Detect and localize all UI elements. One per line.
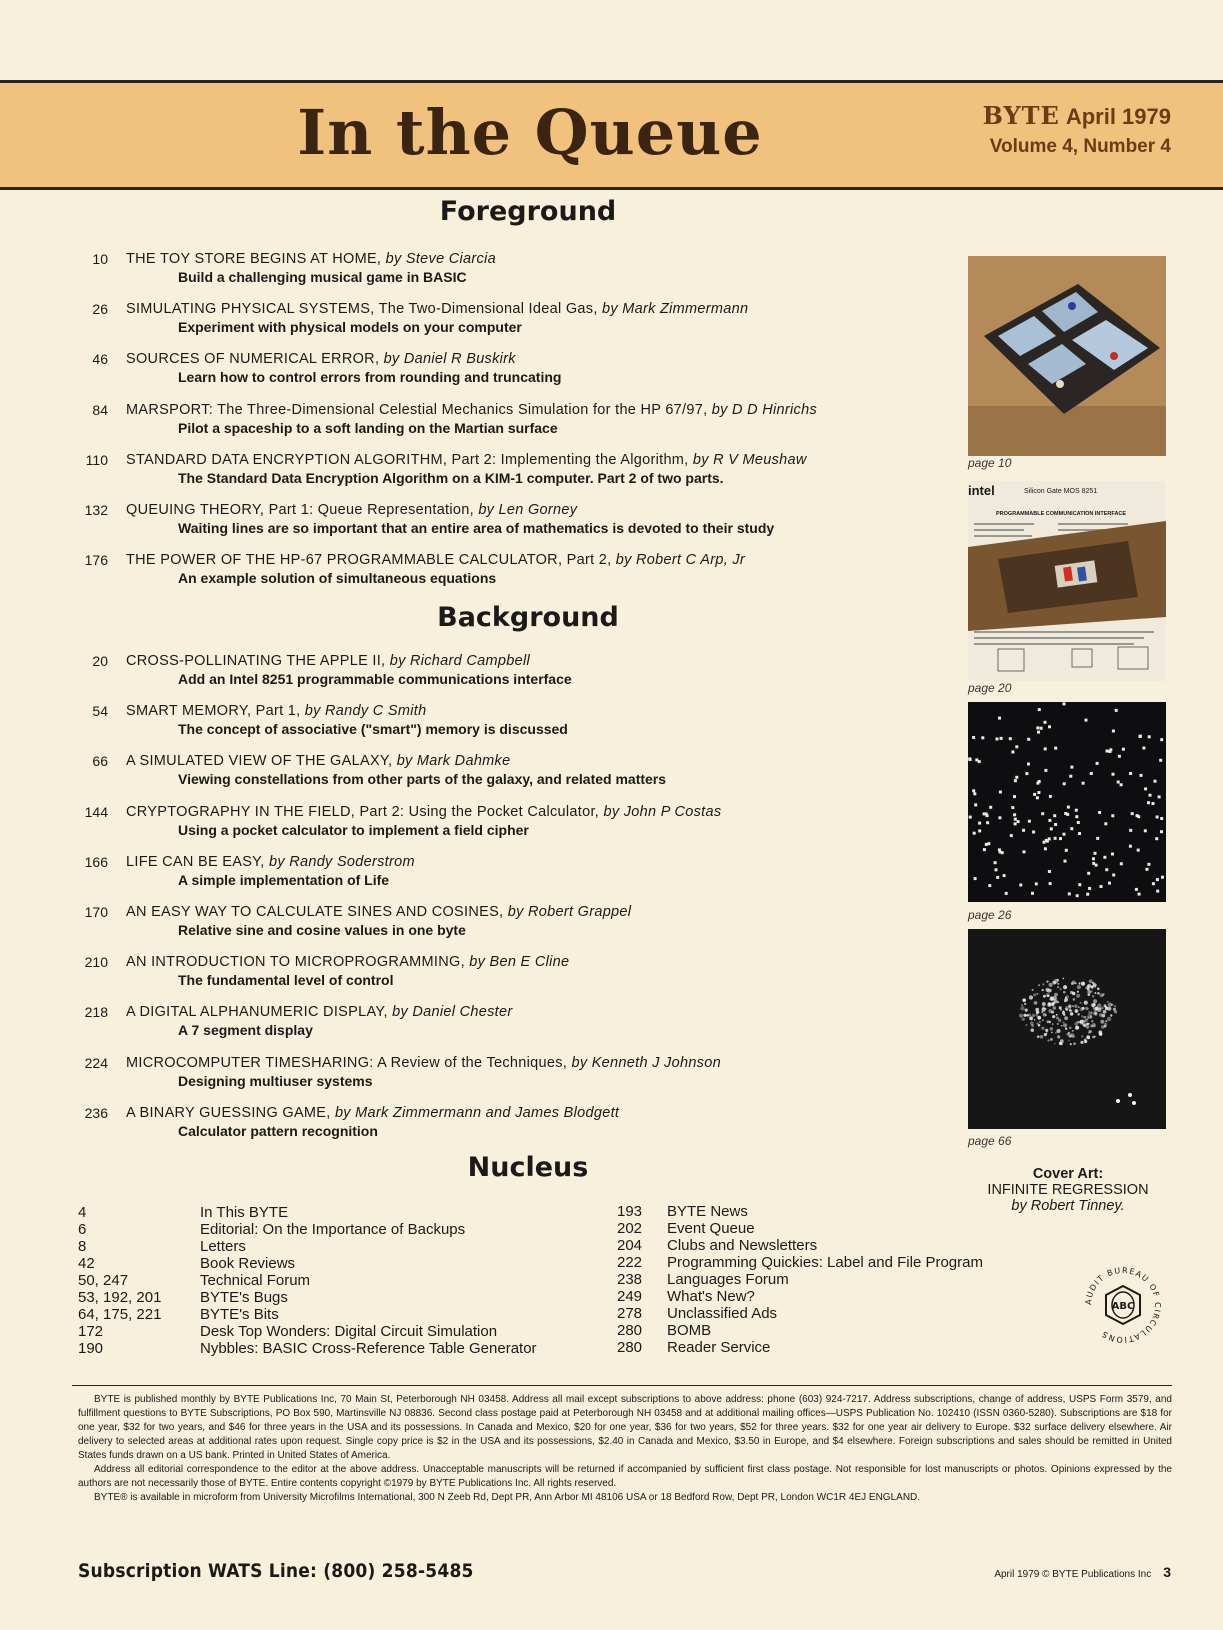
nucleus-item bbox=[78, 1306, 598, 1323]
notice-para-2: Address all editorial correspondence to the editor at the above address. Unacceptable manuscripts will be returned if accompanied by sufficient first class postage. Not responsible for lost manuscripts or photos. Opinions expressed by the authors are not necessarily those of BYTE. Entire contents copyright ©1979 by BYTE Publications Inc. All rights reserved. bbox=[78, 1464, 1172, 1489]
photo-page-20 bbox=[968, 481, 1166, 695]
entry-title-line bbox=[126, 804, 721, 820]
wats-line: Subscription WATS Line: (800) 258-5485 bbox=[78, 1560, 474, 1582]
nucleus-page: 249 bbox=[617, 1288, 643, 1305]
entry-description: Experiment with physical models on your computer bbox=[178, 319, 522, 336]
nucleus-title: Programming Quickies: Label and File Program bbox=[667, 1254, 983, 1271]
nucleus-item bbox=[78, 1340, 598, 1357]
nucleus-title: Nybbles: BASIC Cross-Reference Table Generator bbox=[200, 1340, 537, 1357]
nucleus-item bbox=[617, 1305, 1037, 1322]
entry-title: AN INTRODUCTION TO MICROPROGRAMMING, bbox=[126, 954, 465, 971]
photo-page-26 bbox=[968, 702, 1166, 922]
entry-author: by Steve Ciarcia bbox=[385, 251, 496, 267]
entry-page: 26 bbox=[92, 301, 108, 318]
entry-title: STANDARD DATA ENCRYPTION ALGORITHM, Part 2: Implementing the Algorithm, bbox=[126, 451, 689, 468]
nucleus-item bbox=[617, 1254, 1037, 1271]
nucleus-title: Editorial: On the Importance of Backups bbox=[200, 1221, 466, 1238]
entry-title: A DIGITAL ALPHANUMERIC DISPLAY, bbox=[126, 1004, 388, 1021]
entry-author: by Randy Soderstrom bbox=[268, 853, 415, 870]
entry-title-line bbox=[126, 452, 807, 468]
nucleus-item bbox=[78, 1204, 598, 1221]
publication-notice bbox=[78, 1393, 1172, 1505]
nucleus-page: 278 bbox=[617, 1305, 643, 1322]
nucleus-page: 280 bbox=[617, 1339, 643, 1356]
entry-title: CRYPTOGRAPHY IN THE FIELD, Part 2: Using the Pocket Calculator, bbox=[126, 803, 600, 820]
nucleus-title: BYTE's Bits bbox=[200, 1306, 279, 1323]
nucleus-title: Reader Service bbox=[667, 1339, 771, 1356]
issue-volume: Volume 4, Number 4 bbox=[989, 136, 1171, 157]
entry-title: CROSS-POLLINATING THE APPLE II, bbox=[126, 653, 386, 669]
entry-title: MICROCOMPUTER TIMESHARING: A Review of the Techniques, bbox=[126, 1054, 568, 1071]
entry-page: 170 bbox=[84, 904, 108, 920]
entry-description: An example solution of simultaneous equations bbox=[178, 570, 497, 587]
galaxy-photo bbox=[968, 929, 1166, 1129]
nucleus-page: 238 bbox=[617, 1271, 643, 1288]
entry-title: SIMULATING PHYSICAL SYSTEMS, The Two-Dimensional Ideal Gas, bbox=[126, 301, 598, 318]
issue-date: April 1979 bbox=[1065, 104, 1171, 129]
nucleus-page: 6 bbox=[78, 1221, 87, 1238]
intel-header: Silicon Gate MOS 8251 bbox=[1024, 488, 1098, 495]
entry-author: by Randy C Smith bbox=[304, 703, 427, 720]
entry-page: 10 bbox=[92, 251, 108, 267]
seal-center: ABC bbox=[1111, 1301, 1135, 1312]
nucleus-page: 204 bbox=[617, 1237, 643, 1254]
entry-author: by D D Hinrichs bbox=[711, 401, 817, 418]
entry-author: by Mark Dahmke bbox=[396, 753, 511, 770]
notice-para-3: BYTE® is available in microform from University Microfilms International, 300 N Zeeb Rd, Dept PR, Ann Arbor MI 48106 USA or 18 Bedford Row, Dept PR, London WC1R 4EJ ENGLAND. bbox=[94, 1492, 921, 1503]
cover-art-heading: Cover Art: bbox=[1032, 1166, 1104, 1182]
page-footer bbox=[994, 1564, 1171, 1580]
entry-title-line bbox=[126, 301, 748, 317]
photo-caption: page 66 bbox=[968, 1134, 1012, 1148]
nucleus-page: 222 bbox=[617, 1254, 643, 1271]
issue-info bbox=[983, 101, 1171, 158]
intel-datasheet-photo bbox=[968, 481, 1166, 681]
nucleus-page: 8 bbox=[78, 1238, 87, 1255]
footer-divider bbox=[72, 1385, 1172, 1386]
nucleus-item bbox=[617, 1203, 1037, 1220]
nucleus-item bbox=[617, 1288, 1037, 1305]
game-board-photo bbox=[968, 256, 1166, 456]
entry-description: The Standard Data Encryption Algorithm on a KIM-1 computer. Part 2 of two parts. bbox=[178, 469, 724, 486]
gas-simulation-photo bbox=[968, 702, 1166, 902]
entry-page: 210 bbox=[84, 954, 108, 971]
photo-page-66 bbox=[968, 929, 1166, 1148]
cover-art-artist: by Robert Tinney. bbox=[1011, 1198, 1125, 1214]
nucleus-title: In This BYTE bbox=[200, 1204, 289, 1221]
entry-title: THE POWER OF THE HP-67 PROGRAMMABLE CALCULATOR, Part 2, bbox=[126, 552, 612, 569]
nucleus-title: Technical Forum bbox=[200, 1272, 311, 1289]
entry-author: by Robert C Arp, Jr bbox=[615, 552, 746, 569]
entry-description: Learn how to control errors from rounding and truncating bbox=[178, 369, 562, 386]
entry-title: AN EASY WAY TO CALCULATE SINES AND COSINES, bbox=[126, 904, 504, 920]
entry-title-line bbox=[126, 1105, 619, 1121]
intel-logo: intel bbox=[968, 483, 995, 498]
entry-page: 218 bbox=[84, 1004, 108, 1021]
photo-page-10 bbox=[968, 256, 1166, 470]
entry-description: Build a challenging musical game in BASIC bbox=[178, 269, 467, 285]
entry-description: Add an Intel 8251 programmable communications interface bbox=[178, 671, 572, 687]
entry-title: SMART MEMORY, Part 1, bbox=[126, 703, 301, 720]
intel-subheader: PROGRAMMABLE COMMUNICATION INTERFACE bbox=[996, 511, 1127, 517]
entry-title-line bbox=[126, 251, 496, 267]
entry-title-line bbox=[126, 351, 516, 367]
nucleus-title: Languages Forum bbox=[667, 1271, 789, 1288]
nucleus-title: BYTE's Bugs bbox=[200, 1289, 288, 1306]
entry-author: by Richard Campbell bbox=[389, 653, 531, 669]
entry-description: Calculator pattern recognition bbox=[178, 1122, 378, 1139]
nucleus-list-left bbox=[78, 1204, 598, 1357]
nucleus-title: Clubs and Newsletters bbox=[667, 1237, 818, 1254]
entry-description: Waiting lines are so important that an entire area of mathematics is devoted to their study bbox=[178, 520, 775, 536]
nucleus-item bbox=[617, 1339, 1037, 1356]
entry-author: by Robert Grappel bbox=[507, 904, 632, 920]
nucleus-item bbox=[78, 1272, 598, 1289]
nucleus-item bbox=[78, 1221, 598, 1238]
nucleus-item bbox=[617, 1271, 1037, 1288]
abc-audit-seal bbox=[1080, 1262, 1166, 1348]
nucleus-page: 202 bbox=[617, 1220, 643, 1237]
nucleus-list-right bbox=[617, 1203, 1037, 1356]
entry-title-line bbox=[126, 703, 426, 719]
entry-page: 54 bbox=[92, 703, 108, 720]
entry-page: 236 bbox=[84, 1104, 108, 1121]
entry-page: 20 bbox=[92, 653, 108, 669]
nucleus-title: Unclassified Ads bbox=[667, 1305, 778, 1322]
entry-title: A BINARY GUESSING GAME, bbox=[126, 1104, 331, 1121]
nucleus-page: 193 bbox=[617, 1203, 643, 1220]
entry-page: 46 bbox=[92, 351, 108, 368]
entry-title-line bbox=[126, 904, 631, 920]
entry-description: Designing multiuser systems bbox=[178, 1072, 373, 1089]
nucleus-title: Event Queue bbox=[667, 1220, 755, 1237]
entry-title: A SIMULATED VIEW OF THE GALAXY, bbox=[126, 753, 393, 770]
byte-logo: BYTE bbox=[982, 101, 1060, 130]
entry-author: by Daniel Chester bbox=[392, 1004, 513, 1021]
nucleus-page: 64, 175, 221 bbox=[78, 1306, 162, 1323]
nucleus-page: 53, 192, 201 bbox=[78, 1289, 162, 1306]
entry-title-line bbox=[126, 502, 577, 518]
nucleus-page: 280 bbox=[617, 1322, 643, 1339]
page-number: 3 bbox=[1163, 1564, 1171, 1580]
nucleus-item bbox=[78, 1255, 598, 1272]
notice-para-1: BYTE is published monthly by BYTE Publications Inc, 70 Main St, Peterborough NH 03458. Address all mail except subscriptions to above address: phone (603) 924-7217. Address subscriptions, change of address, USPS Form 3579, and fulfillment questions to BYTE Subscriptions, PO Box 590, Martinsville NJ 08836. Second class postage paid at Peterborough NH 03458 and at additional mailing offices—USPS Publication No. 102410 (ISSN 0360-5280). Subscriptions are $18 for one year, $32 for two years, and $46 for three years in the USA and its possessions. In Canada and Mexico, $20 for one year, $36 for two years, $52 for three years. $32 for one year air delivery to Europe. $32 surface delivery elsewhere. Air delivery to selected areas at additional rates upon request. Single copy price is $2 in the USA and its possessions, $2.40 in Canada and Mexico, $3.50 in Europe, and $4 elsewhere. Foreign subscriptions and sales should be remitted in United States funds drawn on a US bank. Printed in United States of America. bbox=[78, 1394, 1172, 1461]
entry-title: LIFE CAN BE EASY, bbox=[126, 853, 265, 870]
entry-page: 176 bbox=[84, 552, 108, 569]
nucleus-title: Letters bbox=[200, 1238, 246, 1255]
entry-title: MARSPORT: The Three-Dimensional Celestial Mechanics Simulation for the HP 67/97, bbox=[126, 401, 708, 418]
nucleus-page: 172 bbox=[78, 1323, 104, 1340]
nucleus-title: BOMB bbox=[667, 1322, 712, 1339]
nucleus-item bbox=[617, 1237, 1037, 1254]
nucleus-page: 4 bbox=[78, 1204, 87, 1221]
entry-author: by Len Gorney bbox=[478, 502, 578, 518]
nucleus-title: Book Reviews bbox=[200, 1255, 296, 1272]
entry-page: 66 bbox=[92, 753, 108, 770]
entry-title-line bbox=[126, 1004, 513, 1020]
nucleus-item bbox=[78, 1323, 598, 1340]
cover-art-title: INFINITE REGRESSION bbox=[987, 1182, 1149, 1198]
photo-caption: page 20 bbox=[968, 681, 1012, 695]
entry-author: by Mark Zimmermann bbox=[602, 301, 749, 318]
nucleus-page: 190 bbox=[78, 1340, 104, 1357]
entry-title-line bbox=[126, 402, 817, 418]
entry-title-line bbox=[126, 954, 569, 970]
nucleus-item bbox=[617, 1322, 1037, 1339]
entry-page: 224 bbox=[84, 1054, 108, 1071]
entry-title: THE TOY STORE BEGINS AT HOME, bbox=[126, 251, 382, 267]
entry-author: by John P Costas bbox=[603, 803, 722, 820]
entry-page: 166 bbox=[84, 853, 108, 870]
entry-description: The fundamental level of control bbox=[178, 972, 394, 989]
entry-author: by Kenneth J Johnson bbox=[571, 1054, 721, 1071]
entry-author: by Ben E Cline bbox=[469, 954, 570, 971]
entry-description: A simple implementation of Life bbox=[178, 871, 390, 888]
entry-page: 132 bbox=[84, 502, 108, 518]
photo-caption: page 26 bbox=[968, 908, 1012, 922]
page-credit: April 1979 © BYTE Publications Inc bbox=[994, 1569, 1152, 1580]
section-nucleus: Nucleus bbox=[467, 1152, 589, 1183]
nucleus-page: 50, 247 bbox=[78, 1272, 129, 1289]
seal-ring-text: AUDIT BUREAU OF CIRCULATIONS bbox=[1083, 1265, 1163, 1345]
entry-description: Using a pocket calculator to implement a field cipher bbox=[178, 821, 529, 838]
entry-author: by Mark Zimmermann and James Blodgett bbox=[334, 1104, 620, 1121]
nucleus-item bbox=[617, 1220, 1037, 1237]
entry-title-line bbox=[126, 653, 530, 669]
entry-description: A 7 segment display bbox=[178, 1022, 313, 1039]
nucleus-title: BYTE News bbox=[667, 1203, 748, 1220]
section-foreground: Foreground bbox=[439, 196, 617, 227]
entry-author: by R V Meushaw bbox=[692, 451, 807, 468]
entry-author: by Daniel R Buskirk bbox=[383, 351, 516, 368]
nucleus-title: Desk Top Wonders: Digital Circuit Simulation bbox=[200, 1323, 498, 1340]
nucleus-item bbox=[78, 1238, 598, 1255]
entry-title-line bbox=[126, 1055, 721, 1071]
section-background: Background bbox=[437, 602, 619, 633]
entry-description: The concept of associative ("smart") memory is discussed bbox=[178, 721, 568, 738]
nucleus-item bbox=[78, 1289, 598, 1306]
entry-description: Relative sine and cosine values in one byte bbox=[178, 922, 466, 938]
entry-title-line bbox=[126, 854, 415, 870]
entry-page: 110 bbox=[85, 451, 108, 468]
page-title: In the Queue bbox=[297, 96, 763, 169]
entry-title: SOURCES OF NUMERICAL ERROR, bbox=[126, 351, 380, 368]
entry-description: Pilot a spaceship to a soft landing on the Martian surface bbox=[178, 419, 558, 436]
entry-title: QUEUING THEORY, Part 1: Queue Representation, bbox=[126, 502, 474, 518]
entry-description: Viewing constellations from other parts of the galaxy, and related matters bbox=[178, 771, 667, 788]
nucleus-title: What's New? bbox=[667, 1288, 755, 1305]
nucleus-page: 42 bbox=[78, 1255, 95, 1272]
entry-page: 144 bbox=[84, 803, 108, 820]
entry-title-line bbox=[126, 552, 745, 568]
photo-caption: page 10 bbox=[968, 456, 1012, 470]
entry-page: 84 bbox=[92, 401, 108, 418]
entry-title-line bbox=[126, 753, 510, 769]
